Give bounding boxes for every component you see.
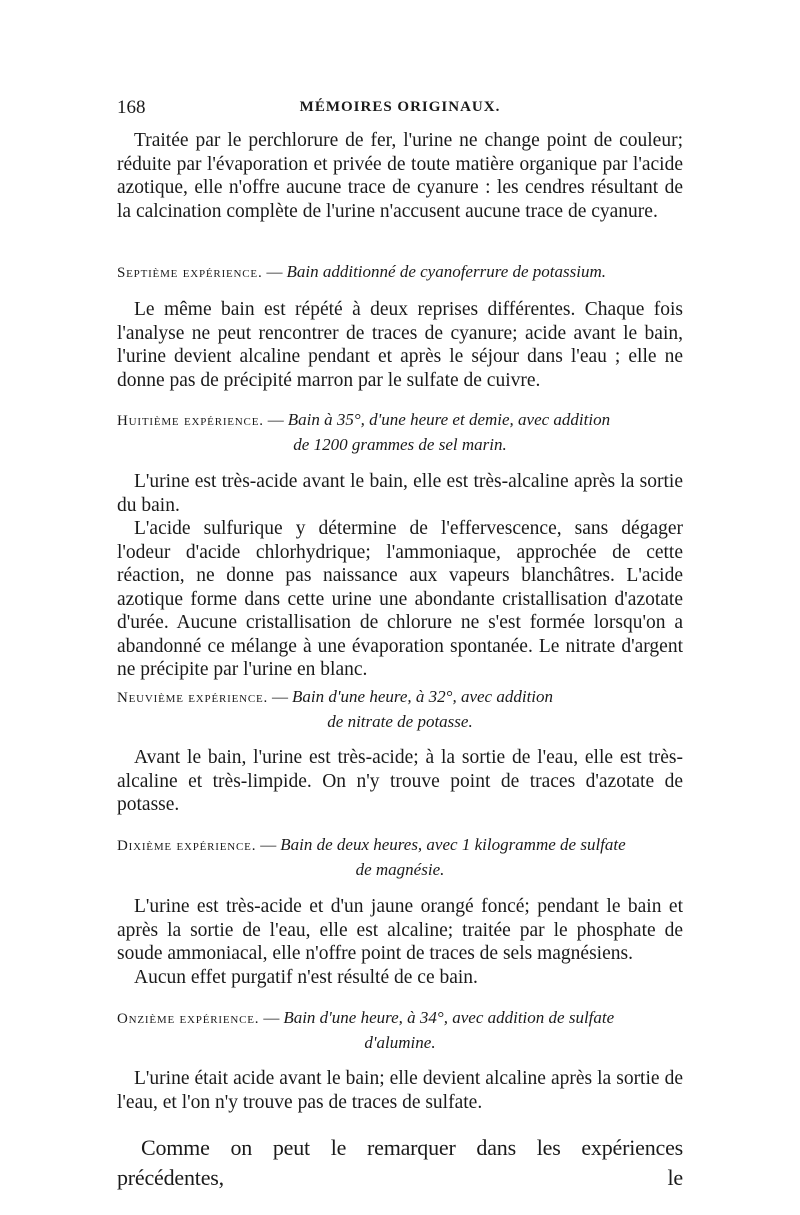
experiment-description-continued: d'alumine. bbox=[364, 1033, 436, 1052]
experiment-label: Neuvième expérience. bbox=[117, 690, 269, 706]
experiment-description: Bain de deux heures, avec 1 kilogramme de sulfate bbox=[280, 835, 626, 854]
experiment-description: Bain d'une heure, à 32°, avec addition bbox=[292, 687, 554, 706]
experiment-11-body bbox=[117, 1067, 683, 1114]
experiment-9-heading bbox=[117, 685, 683, 733]
page-header bbox=[117, 97, 683, 123]
experiment-description: Bain à 35°, d'une heure et demie, avec addition bbox=[287, 410, 611, 429]
dash-separator: — bbox=[260, 837, 277, 854]
experiment-10-body bbox=[117, 895, 683, 989]
experiment-description: Bain additionné de cyanoferrure de potassium. bbox=[286, 262, 606, 281]
dash-separator: — bbox=[263, 1010, 280, 1027]
dash-separator: — bbox=[266, 264, 283, 281]
experiment-description-continued: de magnésie. bbox=[355, 860, 445, 879]
experiment-label: Septième expérience. bbox=[117, 265, 263, 281]
experiment-8-heading bbox=[117, 408, 683, 456]
experiment-10-heading bbox=[117, 833, 683, 881]
paragraph: L'urine était acide avant le bain; elle devient alcaline après la sortie de l'eau, et l'on n'y trouve pas de traces de sulfate. bbox=[117, 1068, 683, 1113]
running-head: MÉMOIRES ORIGINAUX. bbox=[299, 99, 501, 115]
experiment-7-body bbox=[117, 298, 683, 392]
paragraph: L'urine est très-acide avant le bain, elle est très-alcaline après la sortie du bain. bbox=[117, 471, 683, 516]
paragraph: L'acide sulfurique y détermine de l'effervescence, sans dégager l'odeur d'acide chlorhydrique; l'ammoniaque, approchée de cette réaction, ne donne pas naissance aux vapeurs blanchâtres. L'acide azotique forme dans cette urine une abondante cristallisation d'azotate d'urée. Aucune cristallisation de chlorure ne s'est formée lorsqu'on a abandonné ce mélange à une évaporation spontanée. Le nitrate d'argent ne précipite par l'urine en blanc. bbox=[117, 518, 683, 680]
page-number: 168 bbox=[117, 97, 146, 118]
experiment-label: Dixième expérience. bbox=[117, 838, 257, 854]
paragraph: Le même bain est répété à deux reprises différentes. Chaque fois l'analyse ne peut rencontrer de traces de cyanure; acide avant le bain, l'urine devient alcaline pendant et après le séjour dans l'eau ; elle ne donne pas de précipité marron par le sulfate de cuivre. bbox=[117, 299, 683, 391]
experiment-label: Onzième expérience. bbox=[117, 1011, 260, 1027]
paragraph: Avant le bain, l'urine est très-acide; à la sortie de l'eau, elle est très-alcaline et très-limpide. On n'y trouve point de traces d'azotate de potasse. bbox=[117, 747, 683, 815]
experiment-8-body bbox=[117, 470, 683, 682]
paragraph: Traitée par le perchlorure de fer, l'urine ne change point de couleur; réduite par l'évaporation et privée de toute matière organique par l'acide azotique, elle n'offre aucune trace de cyanure : les cendres résultant de la calcination complète de l'urine n'accusent aucune trace de cyanure. bbox=[117, 130, 683, 222]
dash-separator: — bbox=[272, 689, 289, 706]
experiment-9-body bbox=[117, 746, 683, 817]
experiment-description: Bain d'une heure, à 34°, avec addition de sulfate bbox=[283, 1008, 615, 1027]
experiment-label: Huitième expérience. bbox=[117, 413, 264, 429]
paragraph: Aucun effet purgatif n'est résulté de ce bain. bbox=[134, 966, 478, 988]
dash-separator: — bbox=[267, 412, 284, 429]
experiment-7-heading bbox=[117, 260, 683, 285]
paragraph: L'urine est très-acide et d'un jaune orangé foncé; pendant le bain et après la sortie de l'eau, elle est alcaline; traitée par le phosphate de soude ammoniacal, elle n'offre point de traces de sels magnésiens. bbox=[117, 896, 683, 964]
intro-paragraph bbox=[117, 129, 683, 223]
closing-line: Comme on peut le remarquer dans les expériences précédentes, le bbox=[117, 1135, 683, 1190]
experiment-description-continued: de 1200 grammes de sel marin. bbox=[293, 435, 507, 454]
experiment-description-continued: de nitrate de potasse. bbox=[327, 712, 473, 731]
experiment-11-heading bbox=[117, 1006, 683, 1054]
